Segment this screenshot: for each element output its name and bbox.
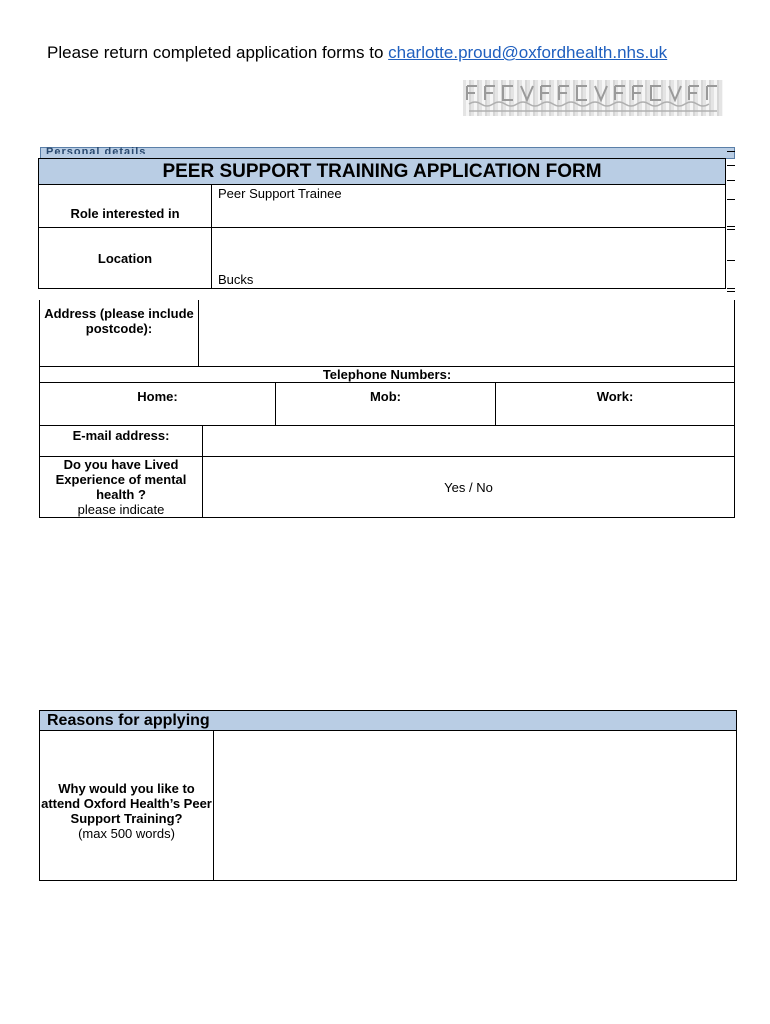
address-row <box>39 300 735 367</box>
home-phone-field[interactable] <box>40 383 276 426</box>
edge-mark <box>727 151 735 152</box>
reasons-table <box>39 710 737 881</box>
home-phone-label: Home: <box>137 389 178 404</box>
edge-mark <box>727 291 735 292</box>
form-title: PEER SUPPORT TRAINING APPLICATION FORM <box>39 159 726 185</box>
reasons-question: Why would you like to attend Oxford Health’s Peer Support Training? <box>41 780 212 826</box>
edge-mark <box>727 226 735 227</box>
location-field[interactable] <box>212 228 726 289</box>
organisation-logo <box>463 80 723 116</box>
role-value: Peer Support Trainee <box>218 186 342 201</box>
lived-experience-value: Yes / No <box>444 479 493 495</box>
email-input[interactable] <box>203 426 735 457</box>
work-phone-field[interactable] <box>496 383 735 426</box>
edge-mark <box>727 260 735 261</box>
reasons-question-cell <box>40 731 214 881</box>
email-link[interactable]: charlotte.proud@oxfordhealth.nhs.uk <box>388 43 668 62</box>
reasons-heading: Reasons for applying <box>40 711 737 731</box>
lived-experience-field[interactable] <box>203 457 735 518</box>
application-form-top <box>38 158 726 289</box>
personal-details-heading: Personal details <box>46 146 147 154</box>
telephone-heading: Telephone Numbers: <box>40 367 735 383</box>
location-label: Location <box>39 228 212 289</box>
location-value: Bucks <box>218 272 254 287</box>
reasons-note: (max 500 words) <box>78 825 175 841</box>
edge-mark <box>727 288 735 289</box>
return-instructions <box>47 43 667 63</box>
edge-mark <box>727 199 735 200</box>
email-label: E-mail address: <box>40 426 203 457</box>
role-field[interactable] <box>212 185 726 228</box>
mobile-phone-label: Mob: <box>369 389 402 404</box>
lived-experience-sublabel: please indicate <box>77 502 165 517</box>
edge-mark <box>727 229 735 230</box>
address-input[interactable] <box>199 300 734 366</box>
email-lived-table <box>39 425 735 518</box>
contact-table <box>39 366 735 426</box>
edge-mark <box>727 180 735 181</box>
role-label: Role interested in <box>39 185 212 228</box>
return-text: Please return completed application forms to <box>47 43 384 62</box>
lived-experience-label-cell <box>40 457 203 518</box>
address-label: Address (please include postcode): <box>44 306 194 336</box>
lived-experience-label: Do you have Lived Experience of mental health ? <box>55 457 187 502</box>
work-phone-label: Work: <box>596 389 634 404</box>
mobile-phone-field[interactable] <box>276 383 496 426</box>
edge-mark <box>727 165 735 166</box>
reasons-answer-input[interactable] <box>214 731 737 881</box>
